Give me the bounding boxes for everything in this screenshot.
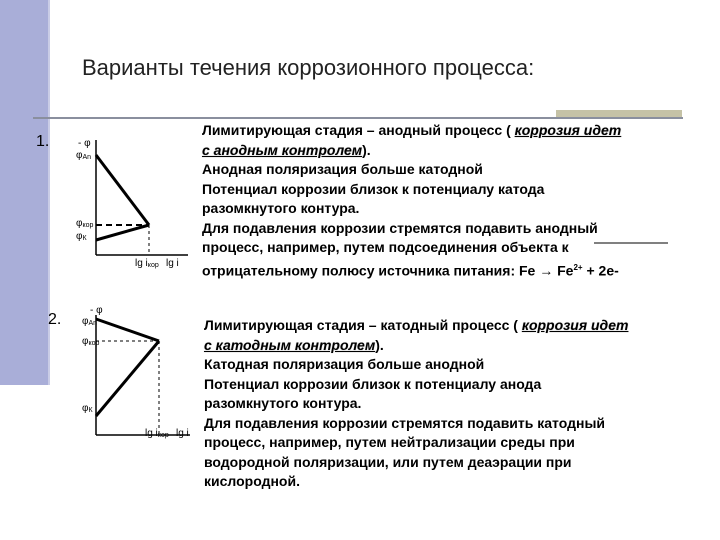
diagram-1-cathodic-curve	[96, 225, 149, 240]
case-2-phi-an: $\varphi_{An}$	[82, 316, 98, 327]
case-2-lg-i: lg i	[176, 428, 189, 439]
case-1-phi-an: $\varphi_{An}$	[76, 150, 92, 161]
case-1-phi-top: - φ	[78, 138, 91, 149]
diagram-2-cathodic-curve	[96, 341, 159, 416]
case-1-description: Лимитирующая стадия – анодный процесс ( коррозия идет с анодным контролем). Анодная поляризация больше катодной Потенциал коррозии близок к потенциалу катода разомкнутого контура. Для подавления коррозии стремятся подавить анодный процесс, например, путем подсоединения объекта к отрицательному полюсу источника питания: $Fe \to Fe^{2+} + 2e-$	[202, 122, 622, 279]
case-2-number: 2.	[48, 311, 62, 328]
case-2-phi-kor: $\varphi_{кор}$	[82, 336, 100, 347]
case-1-lg-i: lg i	[166, 258, 179, 269]
diagram-1	[96, 140, 188, 255]
case-2-lg-ikor: $\lg i_{кор}$	[145, 428, 169, 439]
diagram-2	[96, 315, 190, 435]
case-1-phi-kor: $\varphi_{кор}$	[76, 218, 94, 229]
diagram-1-anodic-curve	[96, 155, 149, 225]
case-2-phi-top: - φ	[90, 305, 103, 316]
case-1-lg-ikor: $\lg i_{кор}$	[135, 258, 159, 269]
case-2-phi-k: $\varphi_К$	[82, 403, 93, 414]
slide-title: Варианты течения коррозионного процесса:	[82, 55, 535, 80]
diagram-2-anodic-curve	[96, 319, 159, 341]
case-2-description: Лимитирующая стадия – катодный процесс ( коррозия идет с катодным контролем). Катодная поляризация больше анодной Потенциал коррозии близок к потенциалу анода разомкнутого контура. Для подавления коррозии стремятся подавить катодный процесс, например, путем нейтрализации среды при водородной поляризации, или путем деаэрации при кислородной.	[204, 317, 629, 489]
case-1-number: 1.	[36, 133, 50, 150]
case-1-phi-k: $\varphi_К$	[76, 231, 87, 242]
